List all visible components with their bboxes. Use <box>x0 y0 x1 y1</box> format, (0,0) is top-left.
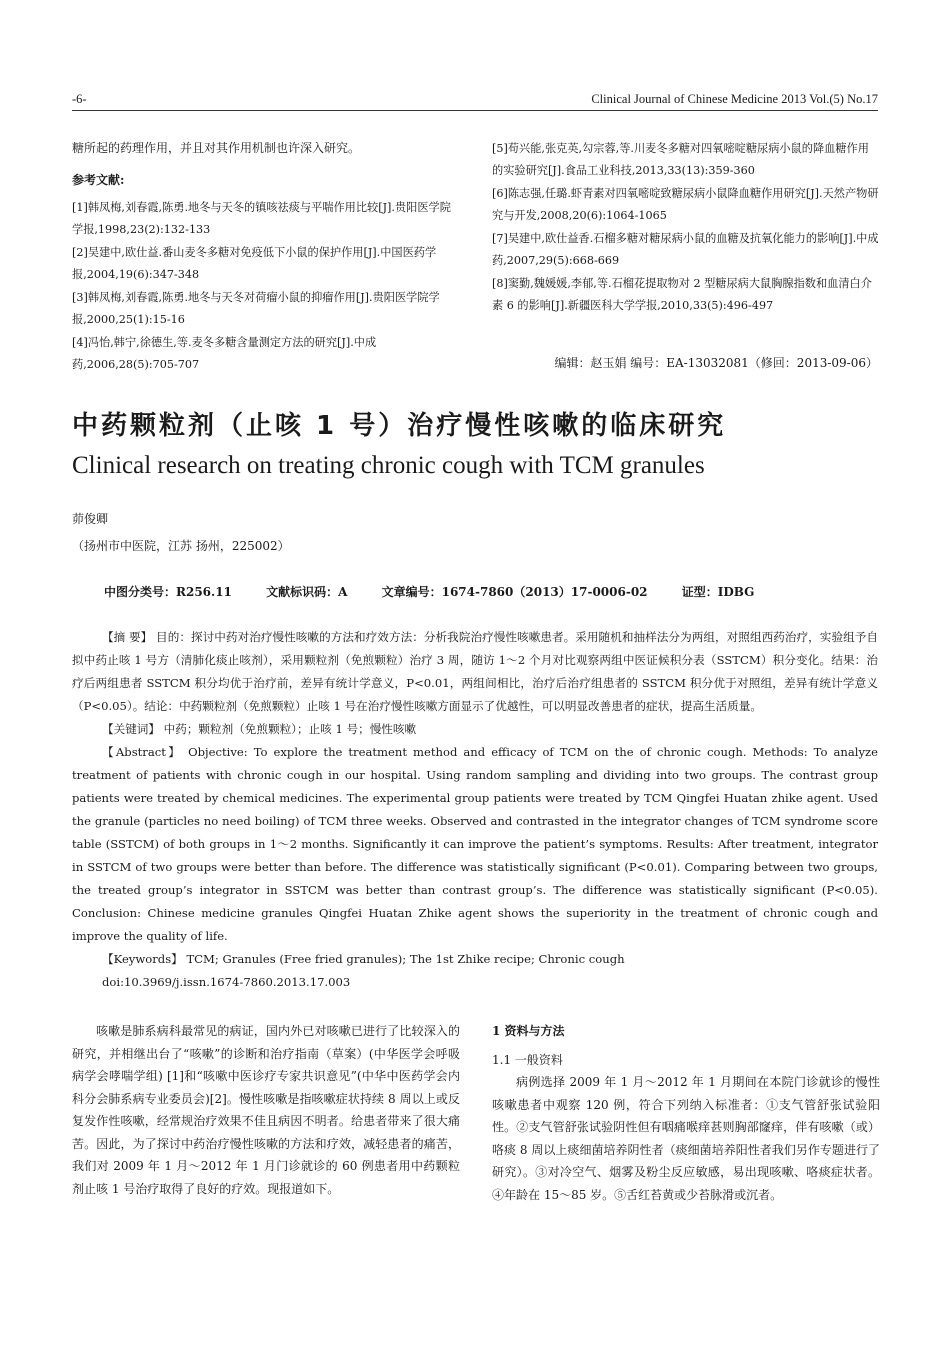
reference-item: [1]韩凤梅,刘春霞,陈勇.地冬与天冬的镇咳祛痰与平喘作用比较[J].贵阳医学院学报,1998,23(2):132-133 <box>72 201 451 236</box>
reference-item: [7]吴建中,欧仕益香.石榴多糖对糖尿病小鼠的血糖及抗氧化能力的影响[J].中成药,2007,29(5):668-669 <box>492 232 879 267</box>
body-right-column <box>492 1020 880 1206</box>
prev-article-right-column <box>492 138 880 316</box>
reference-item: [5]苟兴能,张克英,勾宗蓉,等.川麦冬多糖对四氧嘧啶糖尿病小鼠的降血糖作用的实验研究[J].食品工业科技,2013,33(13):359-360 <box>492 142 869 177</box>
journal-header: Clinical Journal of Chinese Medicine 2013 Vol.(5) No.17 <box>591 92 878 106</box>
references-heading: 参考文献: <box>72 172 125 187</box>
article-title-en: Clinical research on treating chronic cough with TCM granules <box>72 452 705 479</box>
methods-paragraph: 病例选择 2009 年 1 月～2012 年 1 月期间在本院门诊就诊的慢性咳嗽患者中观察 120 例，符合下列纳入标准者：①支气管舒张试验阳性。②支气管舒张试验阴性但有咽痛喉痒甚则胸部窿痒，伴有咳嗽（或）咯痰 8 周以上痰细菌培养阴性者（痰细菌培养阳性者我们另作专题进行了研究）。③对冷空气、烟雾及粉尘反应敏感，易出现咳嗽、咯痰症状者。④年龄在 15～85 岁。⑤舌红苔黄或少苔脉滑或沉者。 <box>492 1075 880 1202</box>
syndrome-type: 证型：IDBG <box>681 585 755 599</box>
page-number: -6- <box>72 92 87 106</box>
subsection-heading: 1.1 一般资料 <box>492 1052 563 1067</box>
affiliation: （扬州市中医院，江苏 扬州，225002） <box>72 539 290 553</box>
editor-line: 编辑：赵玉娟 编号：EA-13032081（修回：2013-09-06） <box>554 356 878 370</box>
keywords-en: 【Keywords】 TCM; Granules (Free fried granules); The 1st Zhike recipe; Chronic cough <box>102 952 625 966</box>
header-rule <box>72 110 878 111</box>
article-number: 文章编号：1674-7860（2013）17-0006-02 <box>381 585 648 599</box>
reference-item: [2]吴建中,欧仕益.番山麦冬多糖对免疫低下小鼠的保护作用[J].中国医药学报,2004,19(6):347-348 <box>72 246 437 281</box>
clc-number: 中图分类号：R256.11 <box>104 585 232 599</box>
abstract-block <box>72 626 878 994</box>
prev-article-left-column <box>72 138 460 375</box>
prev-article-tail: 糖所起的药理作用，并且对其作用机制也许深入研究。 <box>72 141 361 155</box>
reference-item: [6]陈志强,任璐.虾青素对四氧嘧啶致糖尿病小鼠降血糖作用研究[J].天然产物研究与开发,2008,20(6):1064-1065 <box>492 187 879 222</box>
reference-item: [3]韩凤梅,刘春霞,陈勇.地冬与天冬对荷瘤小鼠的抑瘤作用[J].贵阳医学院学报,2000,25(1):15-16 <box>72 291 440 326</box>
introduction-paragraph: 咳嗽是肺系病科最常见的病证，国内外已对咳嗽已进行了比较深入的研究，并相继出台了“咳嗽”的诊断和治疗指南（草案）(中华医学会呼吸病学会哮喘学组) [1]和“咳嗽中医诊疗专家共识意见”(中华中医药学会内科分会肺系病专业委员会)[2]。慢性咳嗽是指咳嗽症状持续 8 周以上或反复发作性咳嗽，经常规治疗效果不佳且病因不明者。给患者带来了很大痛苦。因此，为了探讨中药治疗慢性咳嗽的方法和疗效，减轻患者的痛苦，我们对 2009 年 1 月～2012 年 1 月门诊就诊的 60 例患者用中药颗粒剂止咳 1 号治疗取得了良好的疗效。现报道如下。 <box>72 1024 460 1196</box>
abstract-cn: 【摘 要】 目的：探讨中药对治疗慢性咳嗽的方法和疗效方法：分析我院治疗慢性咳嗽患者。采用随机和抽样法分为两组，对照组西药治疗，实验组予自拟中药止咳 1 号方（清肺化痰止咳剂），采用颗粒剂（免煎颗粒）治疗 3 周，随访 1～2 个月对比观察两组中医证候积分表（SSTCM）积分变化。结果：治疗后两组患者 SSTCM 积分均优于治疗前，差异有统计学意义，P<0.01，两组间相比，治疗后治疗组患者的 SSTCM 积分优于对照组，差异有统计学意义（P<0.05）。结论：中药颗粒剂（免煎颗粒）止咳 1 号在治疗慢性咳嗽方面显示了优越性，可以明显改善患者的症状，提高生活质量。 <box>72 630 878 713</box>
article-title-cn: 中药颗粒剂（止咳 1 号）治疗慢性咳嗽的临床研究 <box>72 411 727 441</box>
classification-line <box>104 583 784 600</box>
abstract-en: 【Abstract】 Objective: To explore the treatment method and efficacy of TCM on the of chronic cough. Methods: To analyze treatment of patients with chronic cough in our hospital. Using random sampling and dividing into two groups. The contrast group patients were treated by chemical medicines. The experimental group patients were treated by TCM Qingfei Huatan zhike agent. Used the granule (particles no need boiling) of TCM three weeks. Observed and contrasted in the integrator changes of TCM syndrome score table (SSTCM) of both groups in 1～2 months. Significantly it can improve the patient’s symptoms. Results: After treatment, integrator in SSTCM of two groups were better than before. The difference was statistically significant (P<0.01). Comparing between two groups, the treated group’s integrator in SSTCM was better than contrast group’s. The difference was statistically significant (P<0.05). Conclusion: Chinese medicine granules Qingfei Huatan Zhike agent shows the superiority in the treatment of chronic cough and improve the quality of life. <box>72 745 878 943</box>
keywords-cn: 【关键词】 中药；颗粒剂（免煎颗粒）；止咳 1 号；慢性咳嗽 <box>102 722 417 736</box>
section-heading: 1 资料与方法 <box>492 1024 565 1038</box>
body-left-column <box>72 1020 460 1200</box>
author: 茆俊卿 <box>72 512 109 526</box>
reference-item: [8]窦勤,魏媛媛,李郁,等.石榴花提取物对 2 型糖尿病大鼠胸腺指数和血清白介素 6 的影响[J].新疆医科大学学报,2010,33(5):496-497 <box>492 277 872 312</box>
reference-item: [4]冯怡,韩宁,徐德生,等.麦冬多糖含量测定方法的研究[J].中成药,2006,28(5):705-707 <box>72 336 377 371</box>
doi: doi:10.3969/j.issn.1674-7860.2013.17.003 <box>102 975 351 989</box>
document-code: 文献标识码：A <box>266 585 348 599</box>
